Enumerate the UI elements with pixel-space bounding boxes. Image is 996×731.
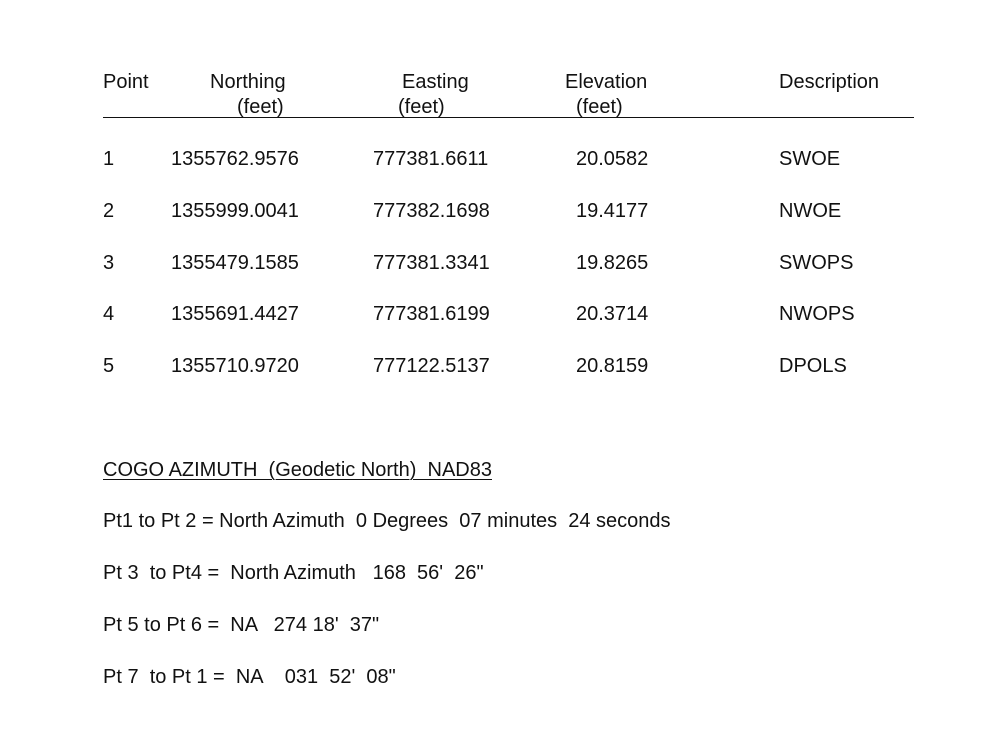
cogo-line: Pt1 to Pt 2 = North Azimuth 0 Degrees 07 minutes 24 seconds (103, 510, 671, 532)
cell-elevation: 19.8265 (576, 252, 649, 274)
cell-northing: 1355999.0041 (171, 200, 299, 222)
cell-point: 5 (103, 355, 115, 377)
cell-description: NWOE (779, 200, 842, 222)
cell-elevation: 19.4177 (576, 200, 649, 222)
cell-northing: 1355691.4427 (171, 303, 299, 325)
cell-northing: 1355710.9720 (171, 355, 299, 377)
header-easting-unit: (feet) (398, 96, 445, 118)
cell-elevation: 20.3714 (576, 303, 649, 325)
header-description: Description (779, 71, 880, 93)
cell-point: 1 (103, 148, 115, 170)
cell-point: 3 (103, 252, 115, 274)
cell-northing: 1355762.9576 (171, 148, 299, 170)
header-northing: Northing (210, 71, 286, 93)
cell-point: 2 (103, 200, 115, 222)
cell-point: 4 (103, 303, 115, 325)
cell-description: NWOPS (779, 303, 855, 325)
cell-elevation: 20.0582 (576, 148, 649, 170)
cell-description: SWOE (779, 148, 841, 170)
header-easting: Easting (402, 71, 469, 93)
header-elevation: Elevation (565, 71, 648, 93)
cell-description: SWOPS (779, 252, 854, 274)
cogo-line: Pt 7 to Pt 1 = NA 031 52' 08" (103, 666, 396, 688)
cogo-line: Pt 3 to Pt4 = North Azimuth 168 56' 26" (103, 562, 484, 584)
header-elevation-unit: (feet) (576, 96, 623, 118)
cogo-title: COGO AZIMUTH (Geodetic North) NAD83 (103, 459, 492, 481)
cell-easting: 777381.6199 (373, 303, 490, 325)
cogo-line: Pt 5 to Pt 6 = NA 274 18' 37" (103, 614, 380, 636)
cell-easting: 777382.1698 (373, 200, 490, 222)
cell-description: DPOLS (779, 355, 847, 377)
cell-easting: 777381.6611 (373, 148, 489, 170)
cell-easting: 777381.3341 (373, 252, 490, 274)
header-rule (103, 117, 914, 118)
cell-elevation: 20.8159 (576, 355, 649, 377)
header-point: Point (103, 71, 149, 93)
header-northing-unit: (feet) (237, 96, 284, 118)
cell-northing: 1355479.1585 (171, 252, 299, 274)
cell-easting: 777122.5137 (373, 355, 490, 377)
